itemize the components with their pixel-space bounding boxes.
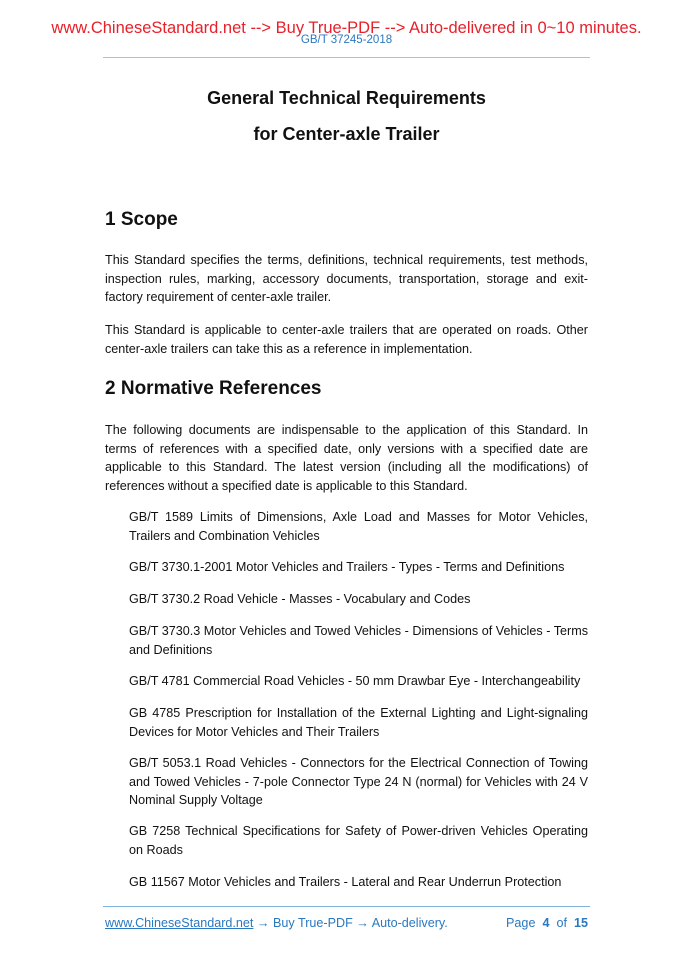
of-label: of: [556, 916, 567, 930]
footer-divider: [103, 906, 590, 907]
section-heading-scope: 1 Scope: [105, 209, 178, 230]
page-label: Page: [506, 916, 536, 930]
paragraph: This Standard specifies the terms, definitions, technical requirements, test methods, inspection rules, marking, accessory documents, transportation, storage and exit-factory requirement of center-axle trailer.: [105, 253, 588, 304]
footer-link[interactable]: www.ChineseStandard.net: [105, 916, 254, 930]
reference-item: GB/T 4781 Commercial Road Vehicles - 50 mm Drawbar Eye - Interchangeability: [129, 674, 581, 688]
section-heading-normative-references: 2 Normative References: [105, 378, 322, 399]
standard-number: GB/T 37245-2018: [300, 34, 393, 46]
reference-item: GB 7258 Technical Specifications for Safety of Power-driven Vehicles Operating on Roads: [129, 824, 588, 857]
page-number: 4: [542, 916, 550, 930]
doc-title-line2: for Center-axle Trailer: [253, 124, 440, 144]
reference-item: GB 4785 Prescription for Installation of the External Lighting and Light-signaling Devices for Motor Vehicles and Their Trailers: [129, 706, 588, 739]
doc-title-line1: General Technical Requirements: [207, 88, 486, 108]
footer: [105, 916, 588, 930]
reference-item: GB 11567 Motor Vehicles and Trailers - Lateral and Rear Underrun Protection: [129, 875, 562, 889]
reference-item: GB/T 5053.1 Road Vehicles - Connectors for the Electrical Connection of Towing and Towed Vehicles - 7-pole Connector Type 24 N (normal) for Vehicles with 24 V Nominal Supply Voltage: [129, 756, 588, 807]
footer-text: → Buy True-PDF → Auto-delivery.: [253, 916, 448, 930]
page-total: 15: [573, 916, 588, 930]
reference-item: GB/T 3730.1-2001 Motor Vehicles and Trailers - Types - Terms and Definitions: [129, 560, 565, 574]
promo-banner[interactable]: www.ChineseStandard.net --> Buy True-PDF --> Auto-delivered in 0~10 minutes.: [51, 19, 642, 37]
header-divider: [103, 57, 590, 58]
page-indicator: [506, 916, 588, 930]
paragraph: The following documents are indispensable to the application of this Standard. In terms of references with a specified date, only versions with a specified date are applicable to this Standard. The latest version (including all the modifications) of references without a specified date is applicable to this Standard.: [105, 423, 588, 493]
paragraph: This Standard is applicable to center-axle trailers that are operated on roads. Other center-axle trailers can take this as a reference in implementation.: [105, 323, 588, 356]
reference-item: GB/T 3730.3 Motor Vehicles and Towed Vehicles - Dimensions of Vehicles - Terms and Definitions: [129, 624, 588, 657]
reference-item: GB/T 3730.2 Road Vehicle - Masses - Vocabulary and Codes: [129, 592, 471, 606]
reference-item: GB/T 1589 Limits of Dimensions, Axle Load and Masses for Motor Vehicles, Trailers and Combination Vehicles: [129, 510, 588, 543]
